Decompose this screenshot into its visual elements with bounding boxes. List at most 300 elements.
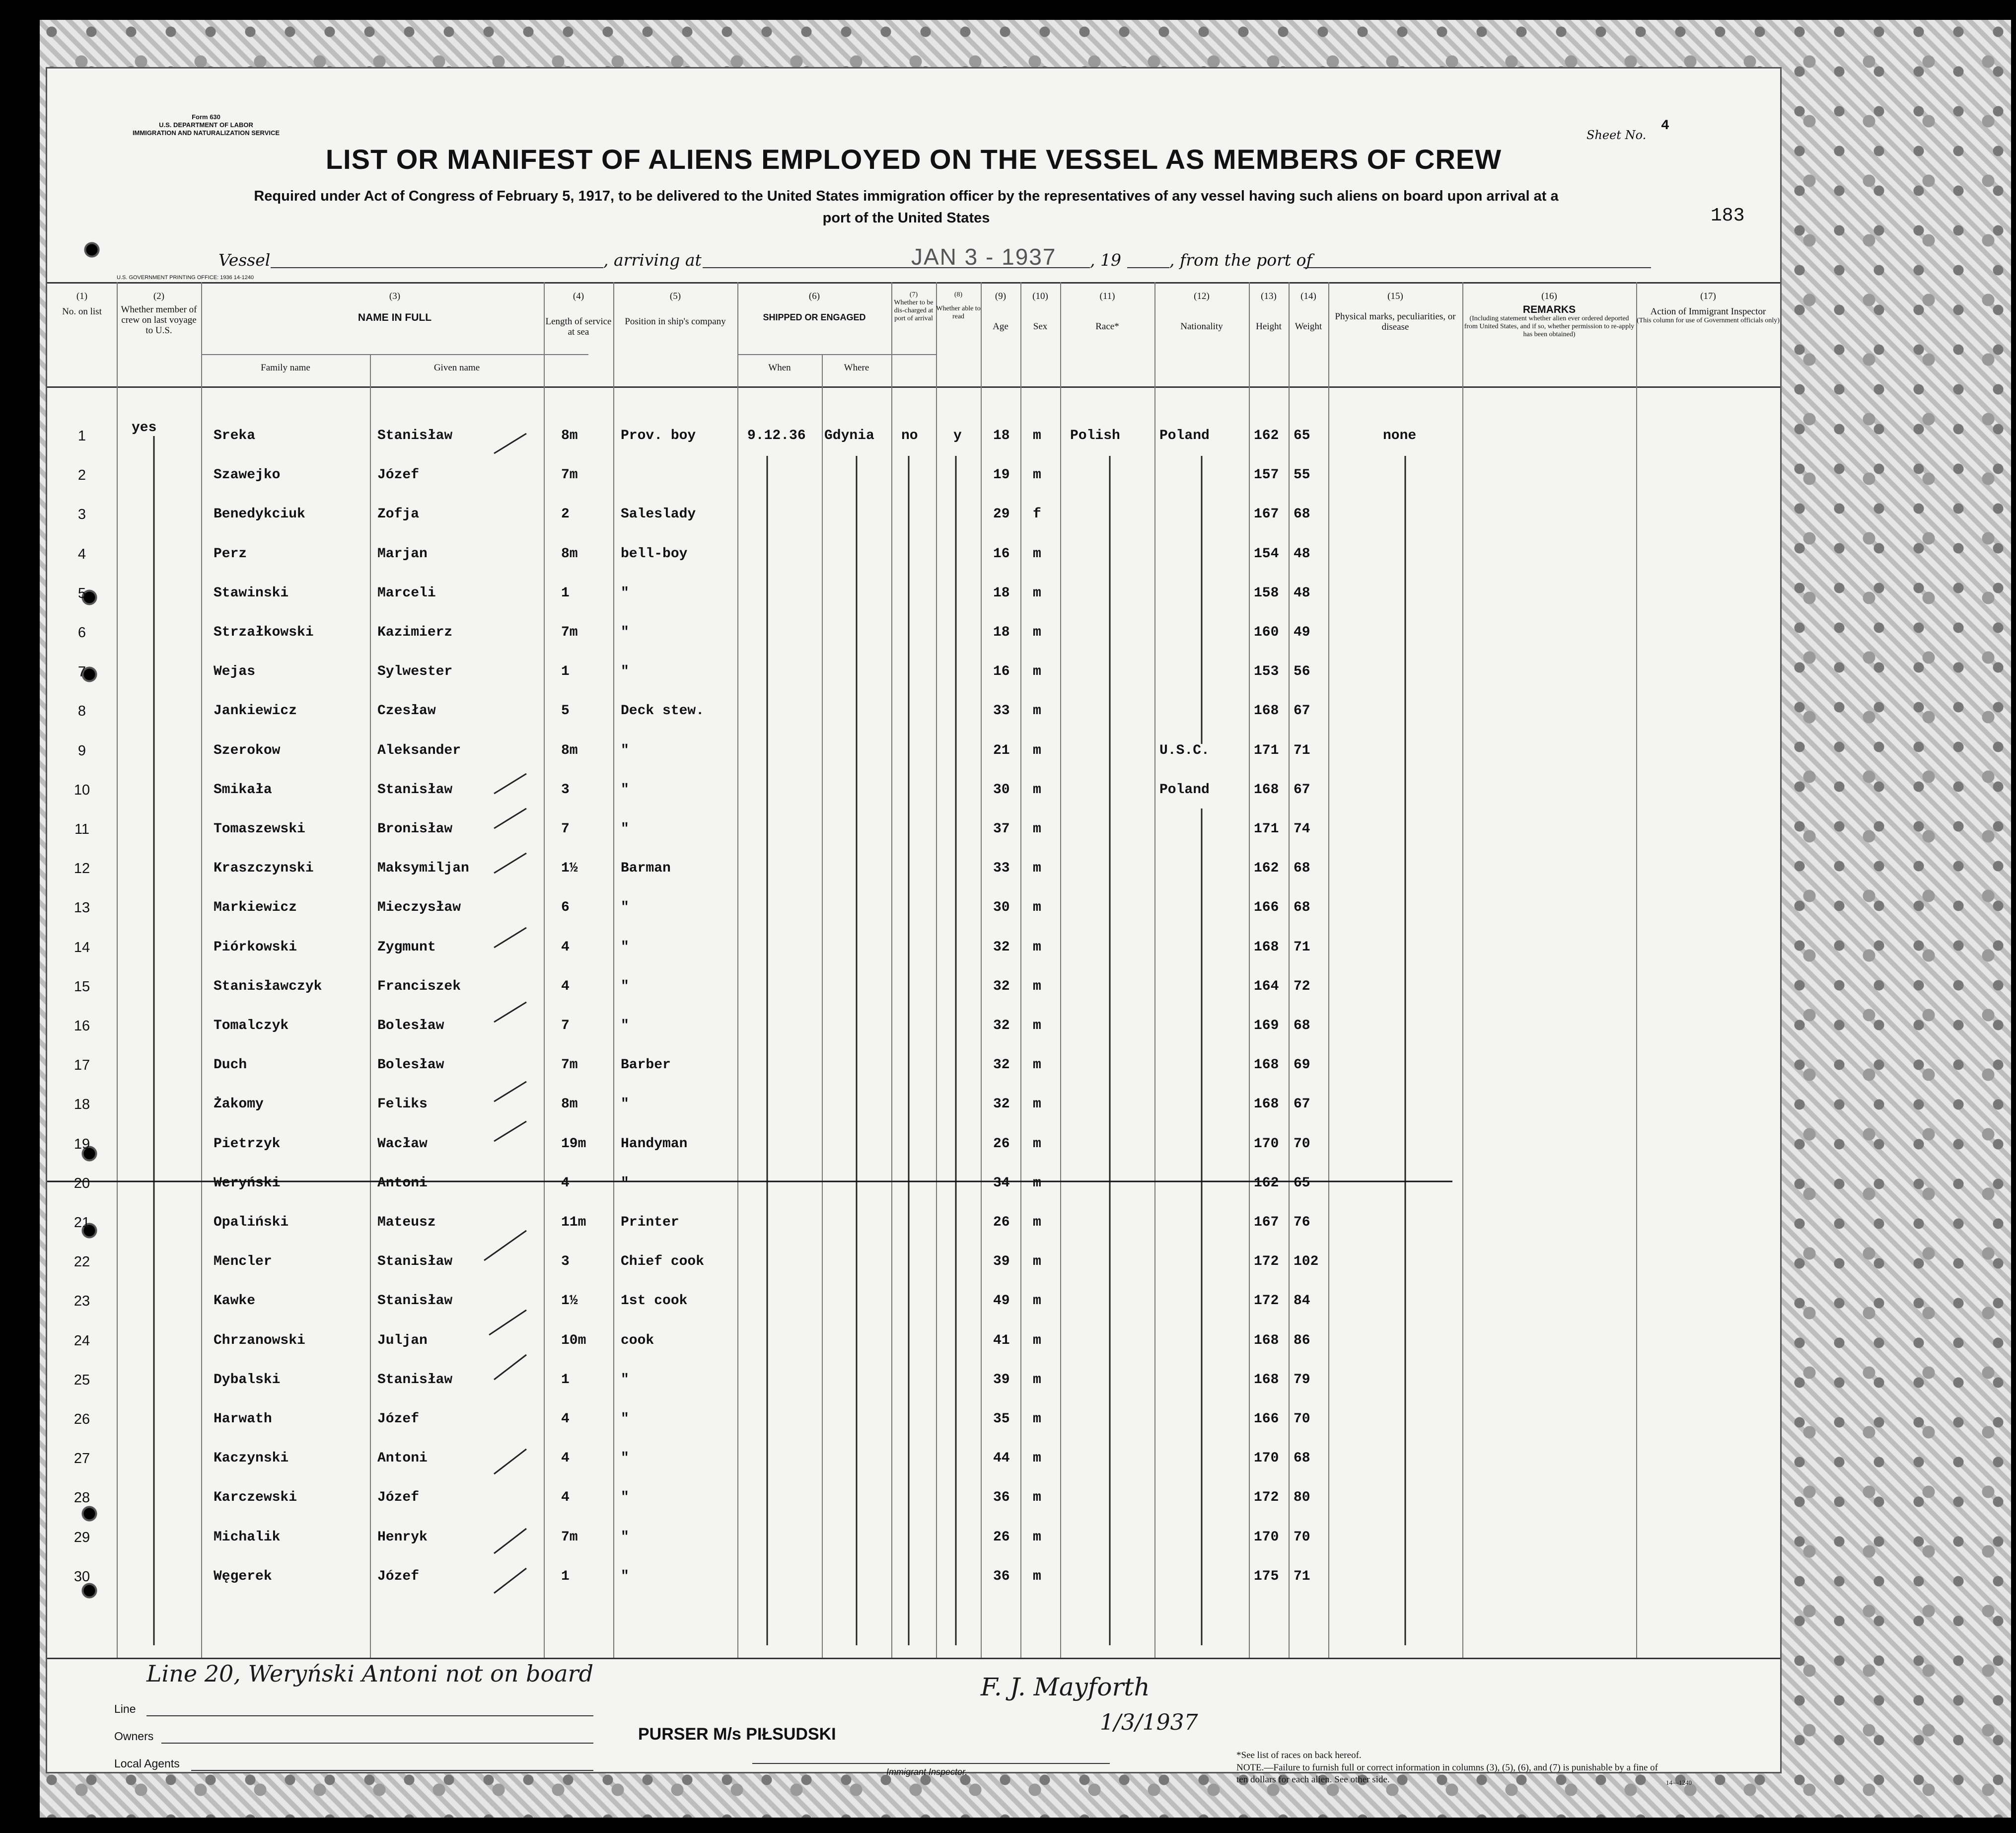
height-cell: 168	[1254, 1372, 1279, 1388]
col-divider	[737, 282, 738, 1658]
age-cell: 32	[993, 939, 1010, 955]
family-name-cell: Opaliński	[214, 1215, 289, 1230]
when-header: When	[768, 363, 791, 373]
family-name-cell: Karczewski	[214, 1490, 297, 1506]
given-name-cell: Feliks	[377, 1097, 428, 1112]
sex-cell: m	[1033, 1529, 1041, 1545]
weight-cell: 102	[1294, 1254, 1319, 1270]
given-name-cell: Stanisław	[377, 1372, 453, 1388]
height-cell: 168	[1254, 1057, 1279, 1073]
given-name-cell: Czesław	[377, 703, 436, 719]
position-cell: Chief cook	[621, 1254, 705, 1270]
row-number: 25	[73, 1372, 90, 1388]
family-name-cell: Kawke	[214, 1293, 256, 1309]
owners-field	[161, 1743, 593, 1744]
col-divider	[613, 282, 614, 1658]
age-cell: 19	[993, 467, 1010, 483]
family-name-cell: Szawejko	[214, 467, 281, 483]
nationality-cell: Poland	[1159, 782, 1210, 798]
family-name-cell: Tomalczyk	[214, 1018, 289, 1033]
row-number: 4	[77, 546, 86, 562]
sex-cell: m	[1033, 1490, 1041, 1506]
row-number: 11	[74, 821, 90, 837]
height-cell: 172	[1254, 1293, 1279, 1309]
weight-cell: 67	[1294, 782, 1310, 798]
position-cell: Deck stew.	[621, 703, 705, 719]
department: U.S. DEPARTMENT OF LABOR	[159, 121, 253, 129]
position-cell: "	[621, 625, 629, 640]
service-cell: 1½	[561, 1293, 578, 1309]
family-name-cell: Stawinski	[214, 585, 289, 601]
col-divider	[370, 354, 371, 1658]
sex-cell: m	[1033, 978, 1041, 994]
col-divider	[1636, 282, 1637, 1658]
age-cell: 18	[993, 428, 1010, 443]
sex-cell: m	[1033, 585, 1041, 601]
col-divider	[1462, 282, 1463, 1658]
service-cell: 10m	[561, 1332, 586, 1348]
service-cell: 7m	[561, 1057, 578, 1073]
sex-cell: m	[1033, 625, 1041, 640]
service-cell: 4	[561, 939, 570, 955]
sex-cell: m	[1033, 1372, 1041, 1388]
sex-cell: m	[1033, 1411, 1041, 1427]
sex-cell: m	[1033, 703, 1041, 719]
position-cell: Barber	[621, 1057, 671, 1073]
col-divider	[822, 354, 823, 1658]
age-cell: 36	[993, 1568, 1010, 1584]
sex-cell: m	[1033, 782, 1041, 798]
age-cell: 30	[993, 782, 1010, 798]
family-name-cell: Jankiewicz	[214, 703, 297, 719]
weight-cell: 74	[1294, 821, 1310, 837]
position-cell: "	[621, 782, 629, 798]
col-divider	[936, 282, 937, 1658]
weight-cell: 68	[1294, 507, 1310, 522]
position-cell: "	[621, 1568, 629, 1584]
form-identifier	[107, 113, 305, 137]
row-number: 19	[73, 1136, 90, 1152]
position-cell: "	[621, 1372, 629, 1388]
col-divider	[891, 282, 892, 1658]
service-cell: 1	[561, 664, 570, 680]
sex-cell: f	[1033, 507, 1041, 522]
height-cell: 162	[1254, 1175, 1279, 1191]
weight-cell: 72	[1294, 978, 1310, 994]
height-cell: 164	[1254, 978, 1279, 994]
given-name-cell: Józef	[377, 467, 420, 483]
row-number: 28	[73, 1490, 90, 1506]
height-cell: 172	[1254, 1490, 1279, 1506]
col6-header: (6) SHIPPED OR ENGAGED	[763, 291, 866, 322]
given-name-cell: Sylwester	[377, 664, 453, 680]
races-note: *See list of races on back hereof.	[1236, 1750, 1362, 1760]
family-name-cell: Szerokow	[214, 742, 281, 758]
col12-header: (12) Nationality	[1180, 291, 1223, 332]
age-cell: 16	[993, 546, 1010, 562]
age-cell: 35	[993, 1411, 1010, 1427]
row-number: 14	[73, 939, 90, 955]
position-cell: Handyman	[621, 1136, 688, 1152]
shipped-when-cell: 9.12.36	[747, 428, 806, 443]
service-cell: 11m	[561, 1215, 586, 1230]
position-cell: "	[621, 1411, 629, 1427]
row-number: 27	[73, 1451, 90, 1467]
year-field	[1127, 267, 1169, 268]
row-number: 1	[77, 428, 86, 444]
height-cell: 171	[1254, 821, 1279, 837]
height-cell: 160	[1254, 625, 1279, 640]
service-cell: 1½	[561, 861, 578, 877]
service-cell: 4	[561, 1411, 570, 1427]
given-name-cell: Wacław	[377, 1136, 428, 1152]
service-cell: 7	[561, 821, 570, 837]
subtitle	[87, 185, 1726, 229]
row-number: 21	[73, 1215, 90, 1231]
given-name-cell: Stanisław	[377, 782, 453, 798]
weight-cell: 86	[1294, 1332, 1310, 1348]
position-cell: "	[621, 1529, 629, 1545]
family-name-cell: Piórkowski	[214, 939, 297, 955]
service-cell: 19m	[561, 1136, 586, 1152]
height-cell: 154	[1254, 546, 1279, 562]
page-stamp: 183	[1711, 205, 1745, 226]
service: IMMIGRATION AND NATURALIZATION SERVICE	[132, 129, 280, 137]
age-cell: 18	[993, 625, 1010, 640]
sheet-label: Sheet No.	[1586, 128, 1647, 142]
inspector-signature: F. J. Mayforth	[981, 1673, 1150, 1701]
row-number: 3	[77, 507, 86, 523]
col15-header: (15) Physical marks, peculiarities, or disease	[1335, 291, 1456, 332]
form-number: Form 630	[192, 113, 220, 121]
row-number: 15	[73, 978, 90, 995]
given-name-header: Given name	[433, 363, 480, 373]
weight-cell: 71	[1294, 1568, 1310, 1584]
height-cell: 170	[1254, 1529, 1279, 1545]
height-cell: 166	[1254, 1411, 1279, 1427]
sex-cell: m	[1033, 1057, 1041, 1073]
position-cell: "	[621, 664, 629, 680]
inspector-signature-line	[752, 1763, 1110, 1764]
weight-cell: 65	[1294, 428, 1310, 443]
family-name-cell: Węgerek	[214, 1568, 272, 1584]
name-subheader-line	[201, 354, 588, 355]
position-cell: "	[621, 821, 629, 837]
position-cell: "	[621, 585, 629, 601]
col13-header: (13) Height	[1256, 291, 1282, 332]
shipped-where-cell: Gdynia	[824, 428, 874, 443]
purser-stamp: PURSER M/s PIŁSUDSKI	[638, 1725, 836, 1744]
sex-cell: m	[1033, 1097, 1041, 1112]
weight-cell: 68	[1294, 900, 1310, 916]
printing-office-line: U.S. GOVERNMENT PRINTING OFFICE: 1936 14-1240	[117, 275, 254, 281]
col2-header: (2) Whether member of crew on last voyage to U.S.	[121, 291, 197, 336]
row-number: 2	[77, 467, 86, 484]
race-cell: Polish	[1070, 428, 1120, 443]
sex-cell: m	[1033, 664, 1041, 680]
col17-header: (17) Action of Immigrant Inspector (This column for use of Government officials only)	[1637, 291, 1780, 324]
row-number: 17	[73, 1057, 90, 1074]
service-cell: 6	[561, 900, 570, 916]
height-cell: 170	[1254, 1451, 1279, 1466]
weight-cell: 70	[1294, 1411, 1310, 1427]
service-cell: 4	[561, 1490, 570, 1506]
age-cell: 18	[993, 585, 1010, 601]
service-cell: 1	[561, 585, 570, 601]
age-cell: 33	[993, 861, 1010, 877]
row-number: 29	[73, 1529, 90, 1545]
family-name-cell: Mencler	[214, 1254, 272, 1270]
position-cell: bell-boy	[621, 546, 688, 562]
weight-cell: 48	[1294, 585, 1310, 601]
row-number: 26	[73, 1411, 90, 1427]
given-name-cell: Stanisław	[377, 428, 453, 443]
given-name-cell: Mateusz	[377, 1215, 436, 1230]
col10-header: (10) Sex	[1032, 291, 1048, 332]
inspector-label: Immigrant Inspector.	[886, 1767, 968, 1777]
age-cell: 21	[993, 742, 1010, 758]
given-name-cell: Antoni	[377, 1175, 428, 1191]
service-cell: 4	[561, 1451, 570, 1466]
height-cell: 172	[1254, 1254, 1279, 1270]
family-name-cell: Perz	[214, 546, 247, 562]
position-cell: "	[621, 1018, 629, 1033]
nationality-cell: U.S.C.	[1159, 742, 1210, 758]
family-name-cell: Chrzanowski	[214, 1332, 305, 1348]
age-cell: 41	[993, 1332, 1010, 1348]
col7-header: (7) Whether to be dis-charged at port of arrival	[894, 291, 934, 322]
row-number: 22	[73, 1254, 90, 1270]
year-label: , 19	[1090, 250, 1121, 270]
sex-cell: m	[1033, 1175, 1041, 1191]
given-name-cell: Aleksander	[377, 742, 461, 758]
weight-cell: 71	[1294, 742, 1310, 758]
handwritten-note: Line 20, Weryński Antoni not on board	[146, 1660, 594, 1687]
col-divider	[1289, 282, 1290, 1658]
sex-cell: m	[1033, 1254, 1041, 1270]
row-number: 23	[73, 1293, 90, 1310]
given-name-cell: Józef	[377, 1411, 420, 1427]
position-cell: "	[621, 742, 629, 758]
position-cell: "	[621, 1175, 629, 1191]
weight-cell: 67	[1294, 1097, 1310, 1112]
row-number: 7	[77, 664, 86, 680]
family-name-cell: Sreka	[214, 428, 256, 443]
weight-cell: 70	[1294, 1136, 1310, 1152]
shipped-subheader-line	[737, 354, 936, 355]
position-cell: "	[621, 900, 629, 916]
given-name-cell: Stanisław	[377, 1254, 453, 1270]
family-name-cell: Weryński	[214, 1175, 281, 1191]
given-name-cell: Bolesław	[377, 1018, 444, 1033]
given-name-cell: Zofja	[377, 507, 420, 522]
col-divider	[117, 282, 118, 1658]
row-number: 18	[73, 1097, 90, 1113]
row-number: 20	[73, 1175, 90, 1191]
given-name-cell: Juljan	[377, 1332, 428, 1348]
height-cell: 157	[1254, 467, 1279, 483]
family-name-cell: Markiewicz	[214, 900, 297, 916]
col-divider	[1328, 282, 1329, 1658]
col3-header: (3) NAME IN FULL	[358, 291, 432, 323]
sex-cell: m	[1033, 742, 1041, 758]
position-cell: Prov. boy	[621, 428, 696, 443]
inspector-date: 1/3/1937	[1100, 1710, 1198, 1735]
height-cell: 170	[1254, 1136, 1279, 1152]
age-cell: 34	[993, 1175, 1010, 1191]
row-number: 10	[73, 782, 90, 798]
height-cell: 162	[1254, 861, 1279, 877]
sex-cell: m	[1033, 1293, 1041, 1309]
family-name-cell: Dybalski	[214, 1372, 281, 1388]
row-number: 13	[73, 900, 90, 916]
given-name-cell: Henryk	[377, 1529, 428, 1545]
sex-cell: m	[1033, 1568, 1041, 1584]
given-name-cell: Marceli	[377, 585, 436, 601]
height-cell: 168	[1254, 939, 1279, 955]
row-number: 12	[73, 861, 90, 877]
position-cell: "	[621, 939, 629, 955]
subtitle-line-2: port of the United States	[822, 210, 990, 226]
table-top-border	[47, 282, 1780, 284]
col5-header: (5) Position in ship's company	[625, 291, 726, 327]
service-cell: 5	[561, 703, 570, 719]
age-cell: 26	[993, 1215, 1010, 1230]
col-divider	[981, 282, 982, 1658]
row-number: 6	[77, 625, 86, 641]
age-cell: 49	[993, 1293, 1010, 1309]
sex-cell: m	[1033, 861, 1041, 877]
col4-header: (4) Length of service at sea	[545, 291, 612, 337]
height-cell: 158	[1254, 585, 1279, 601]
age-cell: 32	[993, 1018, 1010, 1033]
service-cell: 3	[561, 1254, 570, 1270]
weight-cell: 68	[1294, 1451, 1310, 1466]
age-cell: 33	[993, 703, 1010, 719]
given-name-cell: Bronisław	[377, 821, 453, 837]
height-cell: 162	[1254, 428, 1279, 443]
height-cell: 171	[1254, 742, 1279, 758]
age-cell: 30	[993, 900, 1010, 916]
height-cell: 168	[1254, 782, 1279, 798]
weight-cell: 70	[1294, 1529, 1310, 1545]
weight-cell: 71	[1294, 939, 1310, 955]
given-name-cell: Kazimierz	[377, 625, 453, 640]
weight-cell: 55	[1294, 467, 1310, 483]
family-name-cell: Smikała	[214, 782, 272, 798]
row-number: 9	[77, 742, 86, 759]
legal-note: NOTE.—Failure to furnish full or correct information in columns (3), (5), (6), and (7) is punishable by a fine of ten dollars for each alien. See other side.	[1236, 1762, 1658, 1785]
weight-cell: 49	[1294, 625, 1310, 640]
age-cell: 36	[993, 1490, 1010, 1506]
col-divider	[201, 282, 202, 1658]
weight-cell: 68	[1294, 861, 1310, 877]
age-cell: 32	[993, 978, 1010, 994]
arriving-label: , arriving at	[603, 250, 702, 270]
where-header: Where	[844, 363, 869, 373]
service-cell: 4	[561, 1175, 570, 1191]
family-name-cell: Benedykciuk	[214, 507, 305, 522]
age-cell: 26	[993, 1529, 1010, 1545]
col16-header: (16) REMARKS (Including statement whether alien ever ordered deported from United States, and if so, whether permission to re-apply has been obtained)	[1464, 291, 1635, 338]
family-name-cell: Stanisławczyk	[214, 978, 322, 994]
age-cell: 39	[993, 1372, 1010, 1388]
service-cell: 7m	[561, 625, 578, 640]
height-cell: 168	[1254, 1332, 1279, 1348]
age-cell: 37	[993, 821, 1010, 837]
sex-cell: m	[1033, 1332, 1041, 1348]
family-name-cell: Duch	[214, 1057, 247, 1073]
family-name-cell: Pietrzyk	[214, 1136, 281, 1152]
col8-header: (8) Whether able to read	[936, 291, 981, 320]
row-number: 30	[73, 1568, 90, 1585]
punch-hole	[79, 1504, 99, 1524]
check-marks	[484, 434, 526, 1593]
service-cell: 4	[561, 978, 570, 994]
weight-cell: 67	[1294, 703, 1310, 719]
col11-header: (11) Race*	[1095, 291, 1119, 332]
given-name-cell: Antoni	[377, 1451, 428, 1466]
position-cell: "	[621, 1490, 629, 1506]
col-divider	[544, 282, 545, 1658]
given-name-cell: Marjan	[377, 546, 428, 562]
given-name-cell: Józef	[377, 1568, 420, 1584]
row-number: 5	[77, 585, 86, 601]
weight-cell: 48	[1294, 546, 1310, 562]
from-port-label: , from the port of	[1169, 250, 1312, 270]
age-cell: 39	[993, 1254, 1010, 1270]
table-bottom-border	[47, 1658, 1780, 1659]
weight-cell: 69	[1294, 1057, 1310, 1073]
weight-cell: 80	[1294, 1490, 1310, 1506]
sex-cell: m	[1033, 467, 1041, 483]
row-number: 16	[73, 1018, 90, 1034]
col-divider	[1249, 282, 1250, 1658]
position-cell: "	[621, 978, 629, 994]
header-bottom-border	[47, 386, 1780, 388]
height-cell: 167	[1254, 1215, 1279, 1230]
col-divider	[1060, 282, 1061, 1658]
given-name-cell: Stanisław	[377, 1293, 453, 1309]
age-cell: 16	[993, 664, 1010, 680]
crew-cell: yes	[132, 420, 157, 436]
service-cell: 3	[561, 782, 570, 798]
sex-cell: m	[1033, 1215, 1041, 1230]
service-cell: 8m	[561, 428, 578, 443]
weight-cell: 84	[1294, 1293, 1310, 1309]
sex-cell: m	[1033, 1136, 1041, 1152]
page-title: LIST OR MANIFEST OF ALIENS EMPLOYED ON THE VESSEL AS MEMBERS OF CREW	[325, 144, 1502, 175]
sheet-number: 4	[1661, 118, 1669, 134]
family-name-cell: Żakomy	[214, 1097, 264, 1112]
height-cell: 169	[1254, 1018, 1279, 1033]
sex-cell: m	[1033, 1451, 1041, 1466]
service-cell: 7m	[561, 1529, 578, 1545]
manifest-sheet	[46, 67, 1782, 1786]
family-name-cell: Strzałkowski	[214, 625, 314, 640]
service-cell: 1	[561, 1372, 570, 1388]
agents-field	[191, 1770, 593, 1771]
line-field	[146, 1715, 593, 1716]
row-number: 24	[73, 1332, 90, 1349]
col1-header: (1) No. on list	[62, 291, 102, 317]
service-cell: 8m	[561, 742, 578, 758]
port-field	[1303, 267, 1651, 268]
service-cell: 1	[561, 1568, 570, 1584]
age-cell: 26	[993, 1136, 1010, 1152]
family-name-cell: Kaczynski	[214, 1451, 289, 1466]
weight-cell: 56	[1294, 664, 1310, 680]
